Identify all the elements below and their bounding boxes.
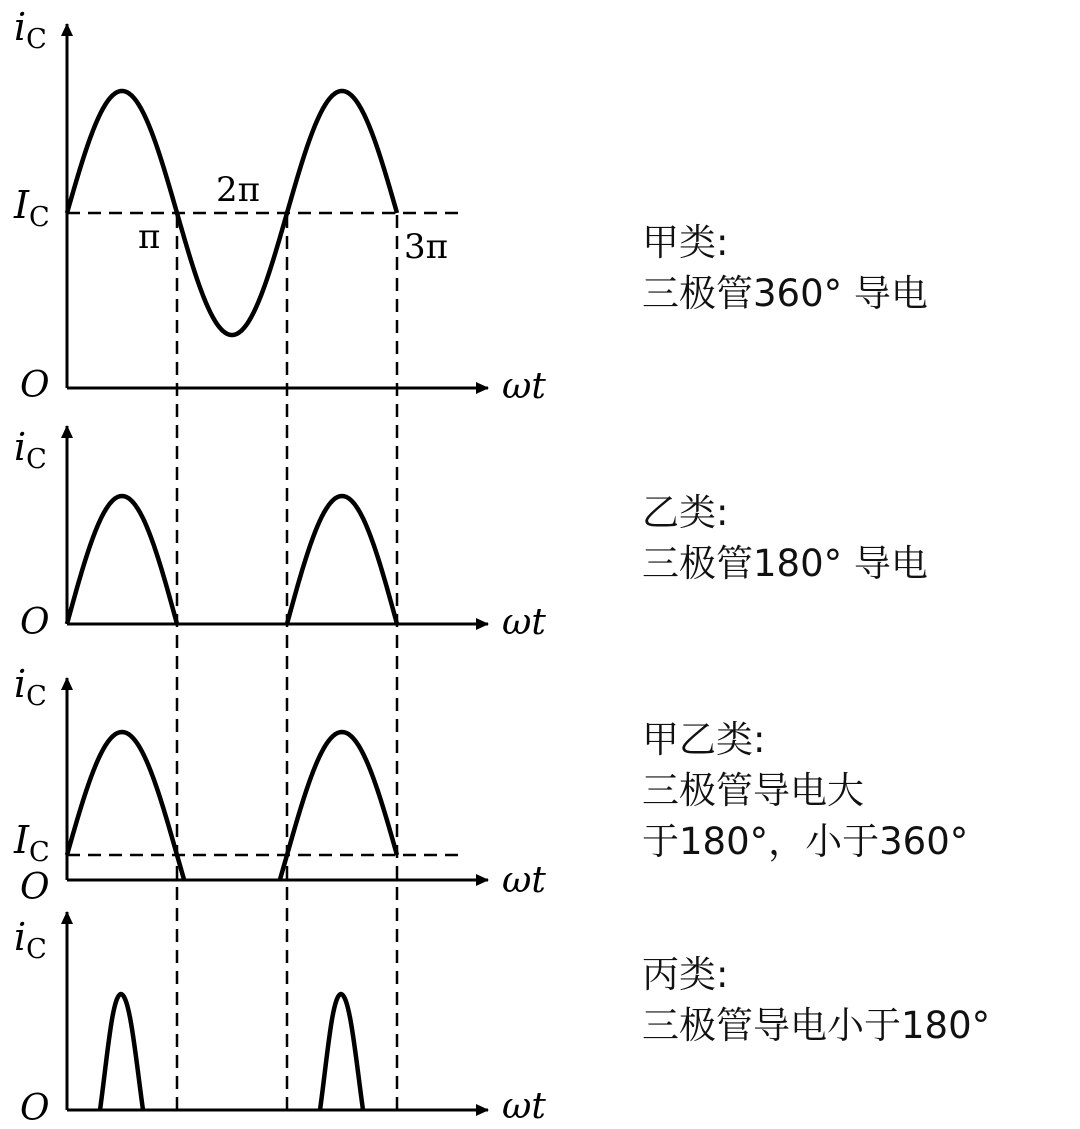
- panel-class-a: [13, 5, 546, 407]
- mark-pi: π: [138, 217, 161, 257]
- x-axis-label: ωt: [502, 602, 546, 643]
- panel-class-b: [14, 425, 546, 643]
- y-axis-label: $i_C$: [14, 5, 47, 55]
- caption-class-c-line-1: 丙类:: [642, 953, 729, 996]
- caption-class-a-line-2: 三极管360° 导电: [642, 272, 928, 315]
- x-axis-label: ωt: [502, 860, 546, 901]
- time-guide-lines: [177, 215, 397, 1110]
- caption-class-c: [642, 953, 990, 1047]
- caption-class-c-line-2: 三极管导电小于180°: [642, 1004, 991, 1047]
- x-axis-label: ωt: [502, 366, 546, 407]
- y-axis-label: $i_C$: [14, 662, 47, 712]
- collector-current-pulse: [320, 994, 363, 1110]
- x-axis-label: ωt: [502, 1086, 546, 1127]
- caption-class-ab: [642, 718, 968, 863]
- collector-current-wave: [67, 732, 397, 879]
- y-axis-label: $i_C$: [14, 915, 47, 965]
- caption-class-b-line-1: 乙类:: [642, 491, 729, 534]
- caption-class-ab-line-2: 三极管导电大: [642, 769, 864, 812]
- panel-class-ab: [13, 662, 546, 908]
- caption-class-b-line-2: 三极管180° 导电: [642, 542, 928, 585]
- caption-class-ab-line-1: 甲乙类:: [642, 718, 766, 761]
- mark-2pi: 2π: [216, 170, 260, 210]
- origin-label: O: [20, 602, 50, 643]
- y-axis-label: $i_C$: [14, 425, 47, 475]
- caption-class-a: [642, 221, 928, 315]
- panel-class-c: [14, 912, 546, 1129]
- origin-label: O: [20, 1088, 50, 1129]
- bias-label: $I_C$: [14, 183, 50, 233]
- bias-label: $I_C$: [14, 818, 50, 868]
- origin-label: O: [20, 867, 50, 908]
- origin-label: O: [20, 365, 50, 406]
- mark-3pi: 3π: [404, 227, 448, 267]
- collector-current-pulse: [100, 994, 143, 1110]
- collector-current-wave: [67, 496, 397, 624]
- caption-class-a-line-1: 甲类:: [642, 221, 729, 264]
- caption-class-ab-line-3: 于180°，小于360°: [642, 820, 969, 863]
- caption-class-b: [642, 491, 928, 585]
